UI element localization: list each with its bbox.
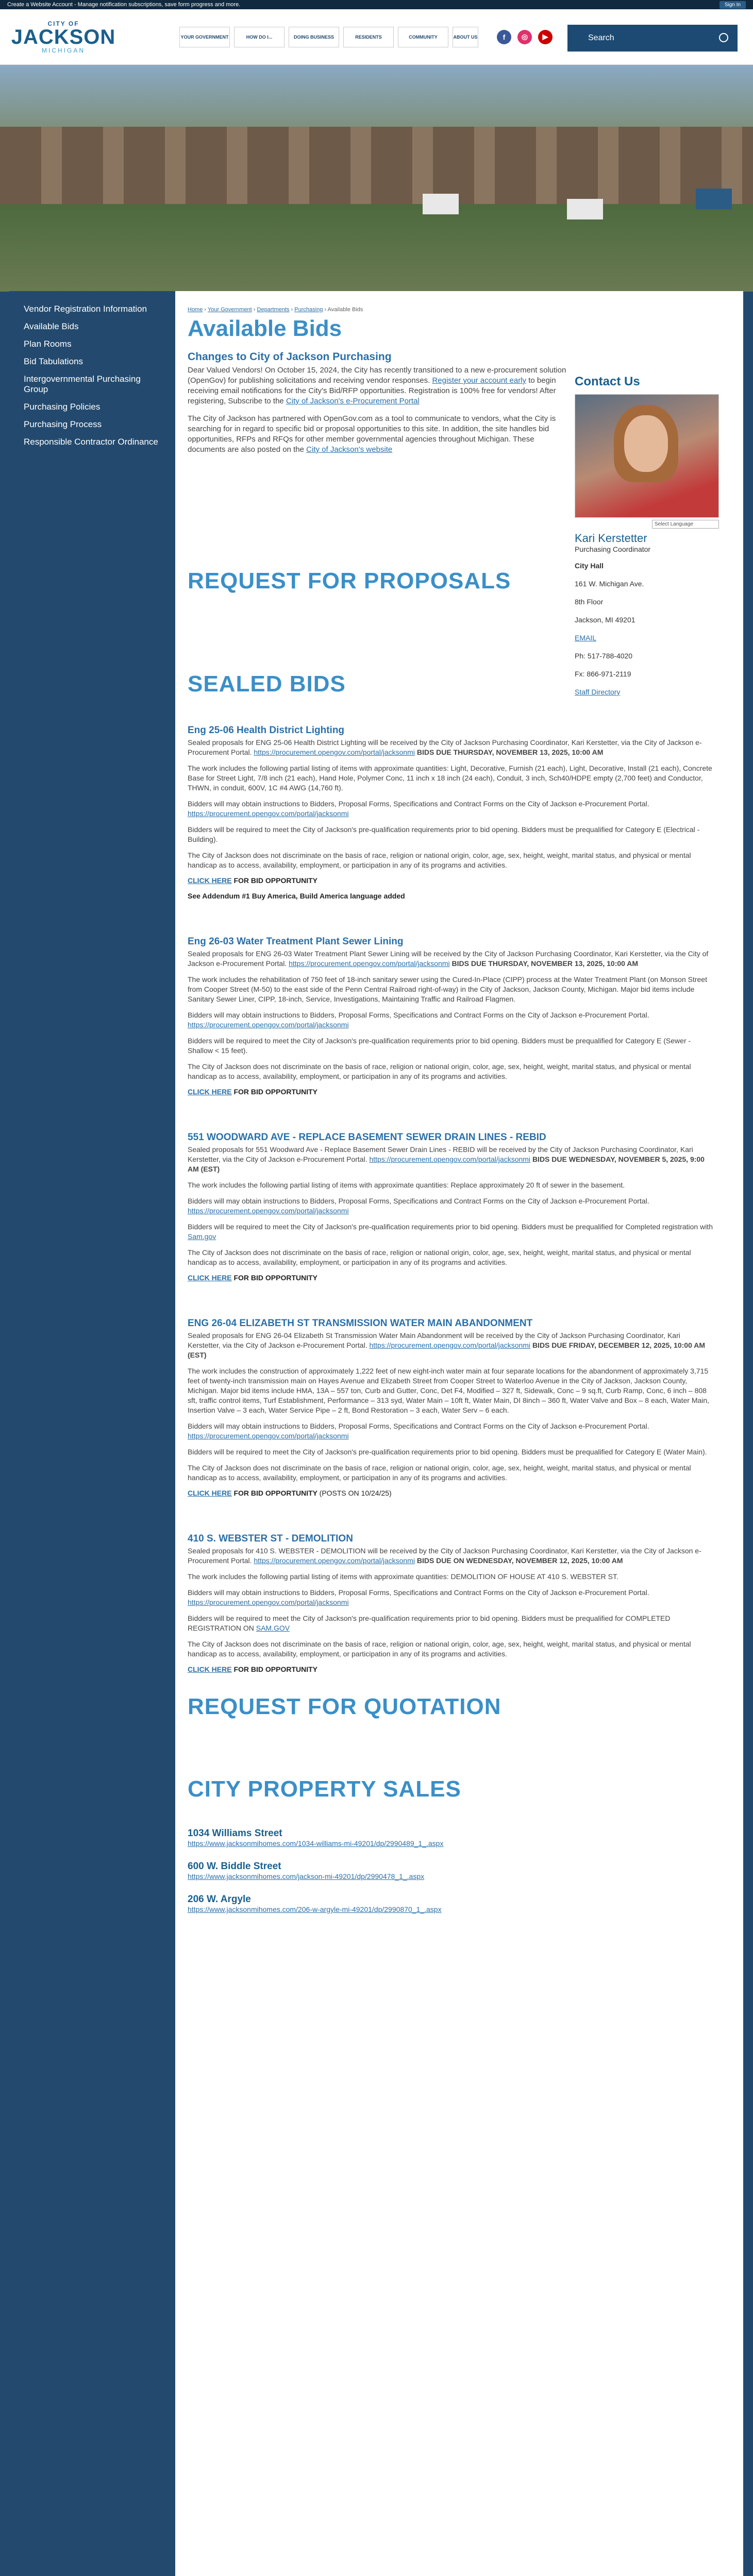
bid-intro-text: Sealed proposals for ENG 25-06 Health District Lighting will be received by the City of Jackson Purchasing Coordinator, Kari Kerstetter, via the City of Jackson e-Procurement Portal. [188,738,702,756]
youtube-icon[interactable]: ▶ [538,30,553,44]
bid-prequal: Bidders will be required to meet the City of Jackson's pre-qualification requirements prior to bid opening. Bidders must be prequalified for [188,1614,624,1622]
property-name: 600 W. Biddle Street [188,1861,281,1872]
intro-heading: Changes to City of Jackson Purchasing [188,351,392,363]
bid-title: ENG 26-04 ELIZABETH ST TRANSMISSION WATER MAIN ABANDONMENT [188,1318,533,1329]
bid-opportunity [188,1274,713,1282]
bid-work: The work includes the construction of approximately 1,222 feet of new eight-inch water main at four separate locations for the abandonment of approximately 3,715 feet of twenty-inch transmission main on Hayes Avenue and Elizabeth Street from Cooper Street to Waterloo Avenue in the City of Jackson, Jackson County, Michigan. Major bid items include HMA, 13A – 557 ton, Curb and Gutter, Conc, Det F4, Modified – 327 ft, Sidewalk, Conc – 9 sq.ft, Curb Ramp, Conc, 6 inch – 808 sft, traffic control items, Turf Establishment, Performance – 313 syd, Water Main – 10ft ft, Water Main, DI 8inch – 360 ft, Water Valve and Box – 8 each, Water Main, Insertion Valve – 3 each, Water Service Pipe – 2 ft, Bond Restoration – 3 each, Water Serv – 6 each. [188,1367,710,1414]
bid-nondiscrimination: The City of Jackson does not discriminate on the basis of race, religion or national origin, color, age, sex, height, weight, marital status, and physical or mental handicap as to access, availability, employment, or participation in any of its programs and activities. [188,1640,691,1658]
portal-url-link[interactable]: https://procurement.opengov.com/portal/jacksonmi [369,1155,531,1163]
bid-instr-text: Bidders will may obtain instructions to Bidders, Proposal Forms, Specifications and Contract Forms on the City of Jackson e-Procurement Portal. [188,1422,649,1430]
bid-instructions [188,1196,713,1216]
portal-url-link[interactable]: https://procurement.opengov.com/portal/jacksonmi [254,748,415,756]
logo-line-1: CITY OF [47,20,79,27]
bid-due-date: BIDS DUE THURSDAY, NOVEMBER 13, 2025, 10:00 AM [416,748,604,756]
bid-prequal-cat: Completed registration with [625,1223,713,1231]
bid-item [188,1132,713,1282]
sidebar-item-policies[interactable]: Purchasing Policies [24,402,101,412]
bid-prequalification [188,1222,713,1242]
nav-doing-business[interactable]: DOING BUSINESS [289,27,339,47]
page-content [175,291,743,2576]
create-account-link[interactable]: Create a Website Account - Manage notification subscriptions, save form progress and more. [7,2,241,8]
bid-instructions [188,1421,713,1441]
bid-prequalification [188,1036,713,1056]
intro-section [188,351,569,455]
sidebar-item-vendor-registration[interactable]: Vendor Registration Information [24,304,147,314]
bid-instr-text: Bidders will may obtain instructions to Bidders, Proposal Forms, Specifications and Contract Forms on the City of Jackson e-Procurement Portal. [188,1197,649,1205]
portal-url-link[interactable]: https://procurement.opengov.com/portal/jacksonmi [188,1432,349,1440]
bid-nondiscrimination: The City of Jackson does not discriminate on the basis of race, religion or national origin, color, age, sex, height, weight, marital status, and physical or mental handicap as to access, availability, employment, or participation in any of its programs and activities. [188,1248,691,1266]
bid-due-date: BIDS DUE THURSDAY, NOVEMBER 13, 2025, 10:00 AM [451,959,639,968]
contact-box [575,375,729,706]
sidebar-item-intergovernmental[interactable]: Intergovernmental Purchasing Group [24,374,141,394]
portal-url-link[interactable]: https://procurement.opengov.com/portal/jacksonmi [188,1021,349,1029]
bid-instr-text: Bidders will may obtain instructions to Bidders, Proposal Forms, Specifications and Contract Forms on the City of Jackson e-Procurement Portal. [188,1588,649,1597]
bid-intro-text: Sealed proposals for ENG 26-03 Water Treatment Plant Sewer Lining will be received by the City of Jackson Purchasing Coordinator, Kari Kerstetter, via the City of Jackson e-Procurement Portal. [188,950,709,968]
breadcrumb: Home › Your Government › Departments › Purchasing › Available Bids [188,307,363,313]
bid-opportunity [188,876,713,900]
nav-about-us[interactable]: ABOUT US [453,27,478,47]
section-rfp: REQUEST FOR PROPOSALS [188,568,511,594]
bid-intro [188,1331,713,1360]
contact-fax: Fx: 866-971-2119 [575,670,631,678]
contact-address-1: 161 W. Michigan Ave. [575,580,644,588]
bid-instr-text: Bidders will may obtain instructions to Bidders, Proposal Forms, Specifications and Contract Forms on the City of Jackson e-Procurement Portal. [188,800,649,808]
sidebar [9,291,175,2576]
contact-place: City Hall [575,562,604,570]
contact-address-2: 8th Floor [575,598,604,606]
bid-prequal-cat: Category E (Electrical - Building). [188,825,700,843]
bid-nondiscrimination: The City of Jackson does not discriminate on the basis of race, religion or national origin, color, age, sex, height, weight, marital status, and physical or mental handicap as to access, availability, employment, or participation in any of its programs and activities. [188,1464,691,1482]
breadcrumb-home[interactable]: Home [188,307,203,313]
page-title: Available Bids [188,316,342,341]
portal-url-link[interactable]: https://procurement.opengov.com/portal/jacksonmi [369,1341,531,1349]
bid-title: Eng 25-06 Health District Lighting [188,725,345,736]
contact-title: Purchasing Coordinator [575,545,651,553]
breadcrumb-departments[interactable]: Departments [257,307,290,313]
property-link[interactable]: https://www.jacksonmihomes.com/jackson-mi-49201/dp/2990478_1_.aspx [188,1872,425,1880]
hero-image [0,65,753,292]
bid-item [188,1533,713,1673]
bid-posts-note: See Addendum #1 Buy America, Build America language added [188,892,405,900]
property-name: 1034 Williams Street [188,1828,282,1839]
sidebar-item-available-bids[interactable]: Available Bids [24,321,79,331]
bid-posts-note: (POSTS ON 10/24/25) [319,1489,392,1497]
click-here-link[interactable]: CLICK HERE [188,876,232,885]
nav-community[interactable]: COMMUNITY [398,27,448,47]
bid-title: 410 S. WEBSTER ST - DEMOLITION [188,1533,353,1544]
social-links [497,30,553,44]
hero-tent [696,189,732,209]
bid-item [188,936,713,1096]
site-header [0,9,753,65]
portal-url-link[interactable]: https://procurement.opengov.com/portal/jacksonmi [188,1207,349,1215]
contact-photo [575,394,719,518]
bid-intro-text: Sealed proposals for 410 S. WEBSTER - DEMOLITION will be received by the City of Jackson Purchasing Coordinator, Kari Kerstetter, via the City of Jackson e-Procurement Portal. [188,1547,701,1565]
bid-due-date: BIDS DUE WEDNESDAY, NOVEMBER 5, 2025, 9:00 AM (EST) [188,1155,705,1173]
bid-work: The work includes the following partial listing of items with approximate quantities: Replace approximately 20 ft of sewer in the basement. [188,1181,625,1189]
website-link[interactable]: City of Jackson's website [306,445,393,454]
breadcrumb-current: Available Bids [327,307,363,313]
main-nav [179,27,482,47]
bid-opportunity [188,1665,713,1673]
sidebar-item-plan-rooms[interactable]: Plan Rooms [24,339,72,349]
bid-due-date: BIDS DUE FRIDAY, DECEMBER 12, 2025, 10:00 AM (EST) [188,1341,706,1359]
bid-instr-text: Bidders will may obtain instructions to Bidders, Proposal Forms, Specifications and Contract Forms on the City of Jackson e-Procurement Portal. [188,1011,649,1019]
bid-intro [188,738,713,757]
intro-paragraph-2 [188,414,569,455]
contact-heading: Contact Us [575,375,640,388]
bid-opportunity-text: FOR BID OPPORTUNITY [233,876,318,885]
bid-prequal: Bidders will be required to meet the City of Jackson's pre-qualification requirements prior to bid opening. Bidders must be prequalified for [188,1037,624,1045]
bid-prequalification [188,1614,713,1633]
staff-directory-link[interactable]: Staff Directory [575,688,621,696]
intro-text: Dear Valued Vendors! On October 15, 2024, the City has recently transitioned to a new e-procurement solution (OpenGov) for publishing solicitations and receiving vendor responses. [188,366,566,385]
bid-prequal: Bidders will be required to meet the City of Jackson's pre-qualification requirements prior to bid opening. Bidders must be prequalified for [188,1223,624,1231]
bid-prequalification [188,825,713,844]
section-rfq: REQUEST FOR QUOTATION [188,1694,501,1719]
bid-title: Eng 26-03 Water Treatment Plant Sewer Lining [188,936,404,947]
contact-name: Kari Kerstetter [575,532,647,545]
bid-opportunity-text: FOR BID OPPORTUNITY [233,1489,317,1497]
bid-list [188,725,731,1673]
portal-link[interactable]: City of Jackson's e-Procurement Portal [286,397,420,405]
breadcrumb-purchasing[interactable]: Purchasing [294,307,323,313]
bid-opportunity-text: FOR BID OPPORTUNITY [233,1088,318,1096]
hero-buildings [0,127,753,209]
contact-phone: Ph: 517-788-4020 [575,652,633,660]
hero-tent [567,199,603,219]
bid-prequal-cat: COMPLETED REGISTRATION ON [188,1614,671,1632]
portal-url-link[interactable]: https://procurement.opengov.com/portal/jacksonmi [254,1556,415,1565]
sam-gov-link[interactable]: SAM.GOV [256,1624,290,1632]
property-name: 206 W. Argyle [188,1894,251,1905]
bid-prequal: Bidders will be required to meet the City of Jackson's pre-qualification requirements prior to bid opening. Bidders must be prequalified for [188,1448,624,1456]
register-link[interactable]: Register your account early [432,376,527,385]
click-here-link[interactable]: CLICK HERE [188,1489,232,1497]
bid-item [188,725,713,900]
bid-instructions [188,799,713,819]
sign-in-button[interactable]: Sign In [719,1,746,9]
bid-intro [188,1145,713,1174]
language-select[interactable]: Select Language [652,520,719,529]
bid-opportunity [188,1088,713,1096]
photo-face [624,415,668,472]
section-property-sales: CITY PROPERTY SALES [188,1776,461,1802]
nav-your-government[interactable]: YOUR GOVERNMENT [179,27,230,47]
search-input[interactable]: Search [567,25,738,52]
click-here-link[interactable]: CLICK HERE [188,1665,232,1673]
bid-prequalification [188,1447,713,1457]
bid-opportunity-text: FOR BID OPPORTUNITY [233,1665,318,1673]
portal-url-link[interactable]: https://procurement.opengov.com/portal/jacksonmi [188,1598,349,1606]
bid-intro [188,1546,713,1566]
bid-work: The work includes the following partial listing of items with approximate quantities: DEMOLITION OF HOUSE AT 410 S. WEBSTER ST. [188,1572,618,1581]
city-logo[interactable] [11,20,116,54]
facebook-icon[interactable]: f [497,30,511,44]
contact-email-link[interactable]: EMAIL [575,634,597,642]
main-area [9,291,743,2576]
bid-prequal-cat: Category E (Water Main). [625,1448,707,1456]
bid-work: The work includes the following partial listing of items with approximate quantities: Light, Decorative, Furnish (21 each), Light, Decorative, Install (21 each), Concrete Base for Street Light, 7/8 inch (21 each), Hand Hole, Polymer Conc, 11 inch x 18 inch (24 each), Conduit, 3 inch, Sch40/HDPE empty (2,700 feet) and Conductor, THWN, in conduit, 600V, 1C #4 AWG (14,760 ft). [188,764,712,792]
contact-address-3: Jackson, MI 49201 [575,616,635,624]
bid-work: The work includes the rehabilitation of 750 feet of 18-inch sanitary sewer using the Cured-In-Place (CIPP) process at the Water Treatment Plant (on Monson Street from Cooper Street (M-50) to the east side of the Penn Central Railroad right-of-way) in the City of Jackson, Jackson County, Michigan. Major bid items include Sanitary Sewer Liner, CIPP, 18-inch, Service, Investigations, Maintaining Traffic and Railroad Flagmen. [188,975,707,1003]
bid-opportunity-text: FOR BID OPPORTUNITY [233,1274,318,1282]
hero-tent [423,194,459,214]
instagram-icon[interactable]: ◎ [517,30,532,44]
bid-instructions [188,1588,713,1607]
bid-nondiscrimination: The City of Jackson does not discriminate on the basis of race, religion or national origin, color, age, sex, height, weight, marital status, and physical or mental handicap as to access, availability, employment, or participation in any of its programs and activities. [188,851,691,869]
portal-url-link[interactable]: https://procurement.opengov.com/portal/jacksonmi [188,809,349,818]
bid-instructions [188,1010,713,1030]
click-here-link[interactable]: CLICK HERE [188,1274,232,1282]
bid-title: 551 WOODWARD AVE - REPLACE BASEMENT SEWER DRAIN LINES - REBID [188,1132,546,1143]
property-list [188,1828,731,1914]
section-sealed-bids: SEALED BIDS [188,671,346,697]
bid-item [188,1318,713,1497]
portal-url-link[interactable]: https://procurement.opengov.com/portal/jacksonmi [289,959,450,968]
bid-intro-text: Sealed proposals for 551 Woodward Ave - Replace Basement Sewer Drain Lines - REBID will be received by the City of Jackson Purchasing Coordinator, Kari Kerstetter, via the City of Jackson e-Procurement Portal. [188,1145,693,1163]
breadcrumb-government[interactable]: Your Government [207,307,252,313]
bid-prequal: Bidders will be required to meet the City of Jackson's pre-qualification requirements prior to bid opening. Bidders must be prequalified for [188,825,624,834]
sidebar-item-contractor-ordinance[interactable]: Responsible Contractor Ordinance [24,437,158,447]
top-bar [0,0,753,9]
bid-nondiscrimination: The City of Jackson does not discriminate on the basis of race, religion or national origin, color, age, sex, height, weight, marital status, and physical or mental handicap as to access, availability, employment, or participation in any of its programs and activities. [188,1062,691,1080]
intro-text: The City of Jackson has partnered with OpenGov.com as a tool to communicate to vendors, what the City is searching for in regard to specific bid or proposal opportunities to this site. In addition, the site handles bid opportunities, RFPs and RFQs for other member governmental agencies throughout Michigan. These documents are also posted on the [188,414,556,454]
sidebar-item-bid-tabulations[interactable]: Bid Tabulations [24,357,83,366]
click-here-link[interactable]: CLICK HERE [188,1088,232,1096]
sidebar-item-process[interactable]: Purchasing Process [24,419,102,429]
property-link[interactable]: https://www.jacksonmihomes.com/1034-williams-mi-49201/dp/2990489_1_.aspx [188,1839,444,1848]
bid-opportunity [188,1489,713,1497]
logo-line-2: JACKSON [11,25,116,48]
nav-residents[interactable]: RESIDENTS [343,27,394,47]
intro-text: to begin receiving email notifications for the City's Bid/RFP opportunities. Registration is 100% free for vendors! After registering, Subscribe to the [188,376,556,405]
search-icon[interactable] [719,33,728,42]
property-link[interactable]: https://www.jacksonmihomes.com/206-w-argyle-mi-49201/dp/2990870_1_.aspx [188,1905,442,1913]
nav-how-do-i[interactable]: HOW DO I... [234,27,285,47]
bid-intro [188,949,713,969]
bid-prequal-cat: Category E (Sewer - Shallow < 15 feet). [188,1037,691,1055]
bid-intro-text: Sealed proposals for ENG 26-04 Elizabeth St Transmission Water Main Abandonment will be received by the City of Jackson Purchasing Coordinator, Kari Kerstetter, via the City of Jackson e-Procurement Portal. [188,1331,680,1349]
hero-park [0,204,753,292]
logo-line-3: MICHIGAN [42,46,85,54]
bid-due-date: BIDS DUE ON WEDNESDAY, NOVEMBER 12, 2025, 10:00 AM [416,1556,623,1565]
intro-paragraph-1 [188,365,569,406]
sam-gov-link[interactable]: Sam.gov [188,1232,216,1241]
